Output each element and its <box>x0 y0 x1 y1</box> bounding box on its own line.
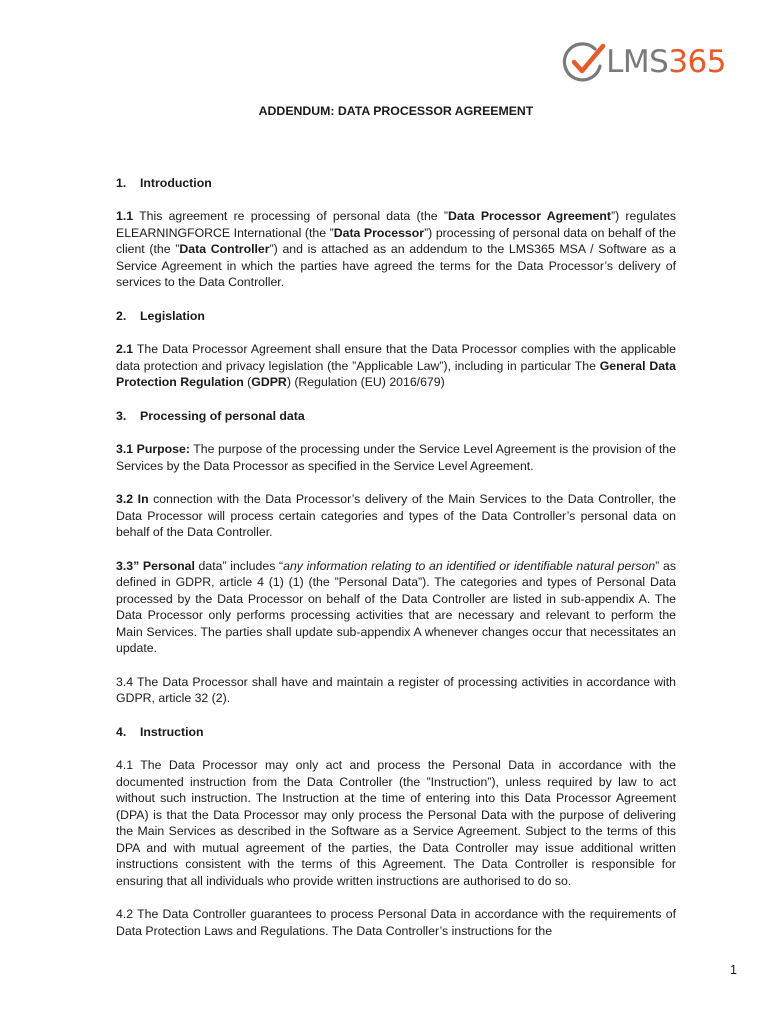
paragraph-4-2: 4.2 The Data Controller guarantees to process Personal Data in accordance with the requirements of Data Protection Laws and Regulations. The Data Controller’s instructions for the <box>116 907 676 938</box>
lms365-logo <box>562 40 726 84</box>
paragraph-3-4: 3.4 The Data Processor shall have and maintain a register of processing activities in accordance with GDPR, article 32 (2). <box>116 674 676 705</box>
paragraph-3-1: 3.1 Purpose: The purpose of the processing under the Service Level Agreement is the provision of the Services by the Data Processor as specified in the Service Level Agreement. <box>116 442 676 473</box>
page-number: 1 <box>730 963 737 977</box>
section-heading-instruction: 4. Instruction <box>116 724 204 739</box>
paragraph-2-1: 2.1 The Data Processor Agreement shall ensure that the Data Processor complies with the applicable data protection and privacy legislation (the ”Applicable Law”), including in particular The General Data Protection Regulation (GDPR) (Regulation (EU) 2016/679) <box>116 342 676 389</box>
paragraph-3-2: 3.2 In connection with the Data Processor’s delivery of the Main Services to the Data Controller, the Data Processor will process certain categories and types of the Data Controller’s personal data on behalf of the Data Controller. <box>116 492 676 539</box>
logo-wordmark: LMS365 <box>606 43 726 80</box>
paragraph-4-1: 4.1 The Data Processor may only act and process the Personal Data in accordance with the documented instruction from the Data Controller (the ”Instruction”), unless required by law to act without such instruction. The Instruction at the time of entering into this Data Processor Agreement (DPA) is that the Data Processor may only process the Personal Data with the purpose of delivering the Main Services as described in the Software as a Service Agreement. Subject to the terms of this DPA and with mutual agreement of the parties, the Data Controller may issue additional written instructions consistent with the terms of this Agreement. The Data Controller is responsible for ensuring that all individuals who provide written instructions are authorised to do so. <box>116 758 676 888</box>
document-body <box>116 103 676 956</box>
paragraph-1-1: 1.1 This agreement re processing of personal data (the ”Data Processor Agreement”) regulates ELEARNINGFORCE International (the ”Data Processor”) processing of personal data on behalf of the client (the ”Data Controller”) and is attached as an addendum to the LMS365 MSA / Software as a Service Agreement in which the parties have agreed the terms for the Data Processor’s delivery of services to the Data Controller. <box>116 209 676 289</box>
section-heading-processing: 3. Processing of personal data <box>116 408 305 423</box>
logo-check-icon <box>562 40 608 84</box>
section-heading-introduction: 1. Introduction <box>116 175 212 190</box>
paragraph-3-3: 3.3” Personal data” includes “any information relating to an identified or identifiable natural person” as defined in GDPR, article 4 (1) (1) (the ”Personal Data”). The categories and types of Personal Data processed by the Data Processor on behalf of the Data Controller are listed in sub-appendix A. The Data Processor only performs processing activities that are necessary and relevant to perform the Main Services. The parties shall update sub-appendix A whenever changes occur that necessitates an update. <box>116 558 677 655</box>
section-heading-legislation: 2. Legislation <box>116 308 205 323</box>
document-title: ADDENDUM: DATA PROCESSOR AGREEMENT <box>258 104 534 118</box>
